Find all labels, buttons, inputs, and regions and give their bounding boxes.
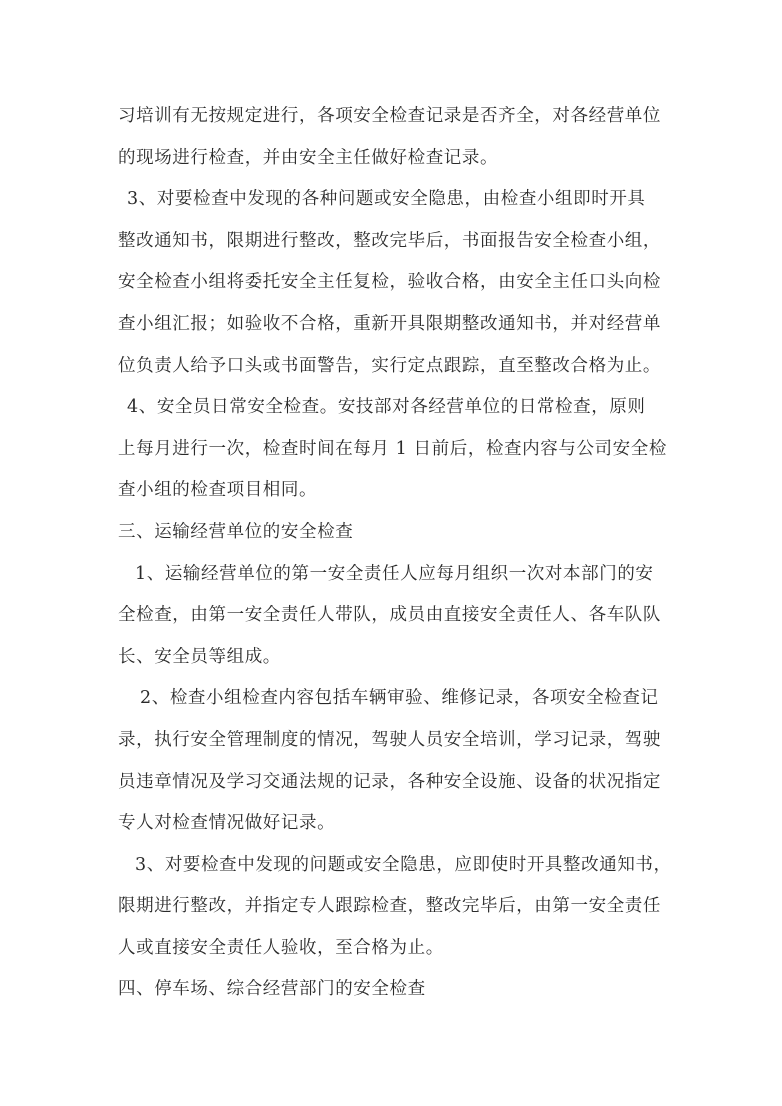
text-line: 员违章情况及学习交通法规的记录，各种安全设施、设备的状况指定 bbox=[118, 771, 661, 792]
text-line: 长、安全员等组成。 bbox=[118, 646, 281, 667]
text-line: 的现场进行检查，并由安全主任做好检查记录。 bbox=[118, 147, 499, 168]
section-heading-4: 四、停车场、综合经营部门的安全检查 bbox=[118, 979, 426, 1000]
text-line: 上每月进行一次，检查时间在每月 1 日前后，检查内容与公司安全检 bbox=[118, 438, 667, 459]
text-line: 整改通知书，限期进行整改，整改完毕后，书面报告安全检查小组， bbox=[118, 230, 661, 251]
text-line: 录，执行安全管理制度的情况，驾驶人员安全培训，学习记录，驾驶 bbox=[118, 729, 661, 750]
text-line: 查小组汇报；如验收不合格，重新开具限期整改通知书，并对经营单 bbox=[118, 313, 661, 334]
text-line: 专人对检查情况做好记录。 bbox=[118, 813, 336, 834]
item-3-line: 3、对要检查中发现的各种问题或安全隐患，由检查小组即时开具 bbox=[127, 189, 646, 210]
item-3b-line: 3、对要检查中发现的问题或安全隐患，应即使时开具整改通知书， bbox=[135, 854, 672, 875]
text-line: 查小组的检查项目相同。 bbox=[118, 480, 318, 501]
item-4-line: 4、安全员日常安全检查。安技部对各经营单位的日常检查，原则 bbox=[127, 397, 646, 418]
item-1-line: 1、运输经营单位的第一安全责任人应每月组织一次对本部门的安 bbox=[135, 563, 654, 584]
text-line: 安全检查小组将委托安全主任复检，验收合格，由安全主任口头向检 bbox=[118, 272, 661, 293]
text-line: 习培训有无按规定进行，各项安全检查记录是否齐全，对各经营单位 bbox=[118, 106, 661, 126]
text-line: 限期进行整改，并指定专人跟踪检查，整改完毕后，由第一安全责任 bbox=[118, 896, 661, 917]
text-line: 人或直接安全责任人验收，至合格为止。 bbox=[118, 937, 444, 958]
text-line: 全检查，由第一安全责任人带队，成员由直接安全责任人、各车队队 bbox=[118, 605, 661, 626]
item-2-line: 2、检查小组检查内容包括车辆审验、维修记录，各项安全检查记 bbox=[140, 688, 659, 709]
body-text bbox=[118, 96, 678, 1011]
section-heading-3: 三、运输经营单位的安全检查 bbox=[118, 521, 354, 542]
text-line: 位负责人给予口头或书面警告，实行定点跟踪，直至整改合格为止。 bbox=[118, 355, 661, 376]
